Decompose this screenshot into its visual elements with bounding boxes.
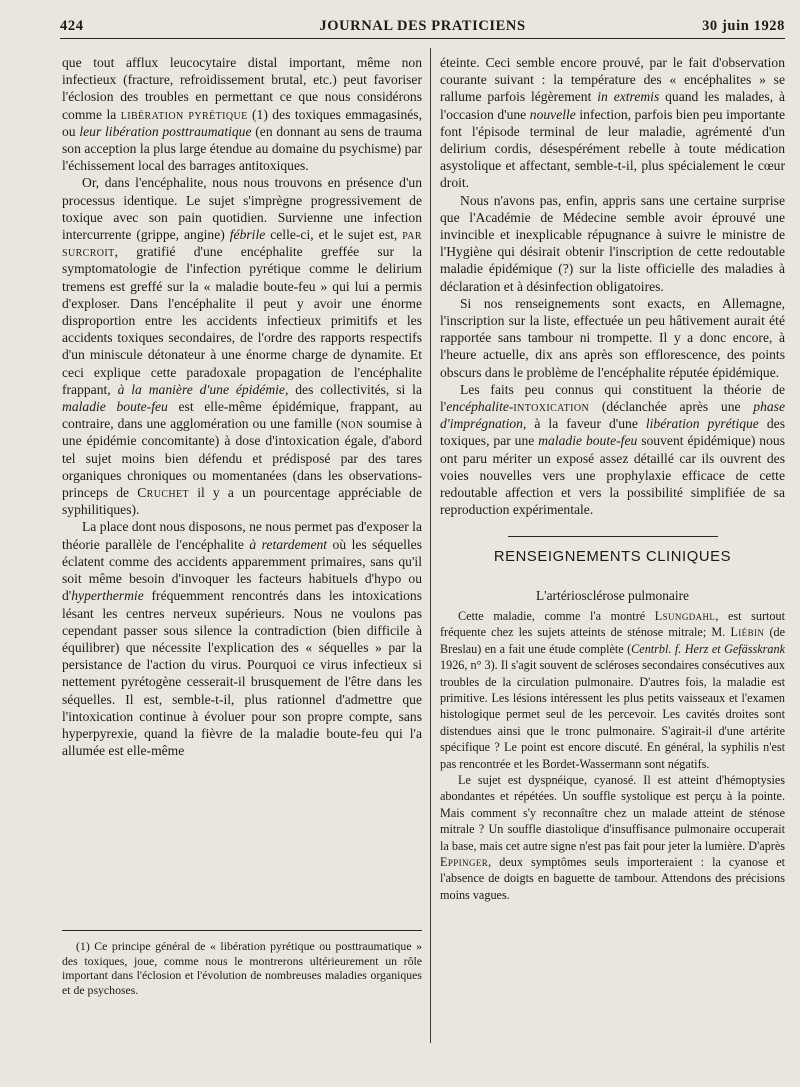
page-header xyxy=(60,18,785,39)
section-title: RENSEIGNEMENTS CLINIQUES xyxy=(493,549,732,566)
footnote xyxy=(62,930,422,997)
right-paragraph-2: Nous n'avons pas, enfin, appris sans une certaine surprise que l'Académie de Médecine semble avoir éprouvé une invincible et inexplicable répugnance à suivre le ministre de l'Hygiène qui désirait obtenir l'inscription de cette redoutable maladie épidémique (?) sur la liste officielle des maladies à déclaration et à désinfection obligatoires. xyxy=(440,192,785,294)
clinical-paragraph-1: Cette maladie, comme l'a montré Lsungdahl, est surtout fréquente chez les sujets atteints de sténose mitrale; M. Liébin (de Breslau) en a fait une étude complète (Centrbl. f. Herz et Gefässkrank 1926, n° 3). Il s'agit souvent de scléroses secondaires consécutives aux troubles de la circulation pulmonaire. D'autres fois, la maladie est primitive. Les lésions intéressent les plus petits vaisseaux et l'examen histologique permet seul de les percevoir. Les cavités droites sont distendues ainsi que le tronc pulmonaire. S'agirait-il d'une artérite spécifique ? Le point est encore discuté. En général, la syphilis n'est pas rencontrée et les Bordet-Wassermann sont négatifs. xyxy=(440,608,786,771)
footnote-text: (1) Ce principe général de « libération pyrétique ou posttraumatique » des toxiques, joue, comme nous le montrerons ultérieurement un rôle important dans l'éclosion et l'évolution de nombreuses maladies organiques et de psychoses. xyxy=(62,939,422,997)
column-divider xyxy=(430,48,431,1043)
issue-date: 30 juin 1928 xyxy=(702,18,785,34)
page-number: 424 xyxy=(60,18,84,34)
article-subtitle: L'artériosclérose pulmonaire xyxy=(536,587,689,603)
left-paragraph-1: que tout afflux leucocytaire distal important, même non infectieux (fracture, refroidissement brutal, etc.) peut favoriser l'éclosion des troubles en permettant ce que nous considérons comme la libération pyrétique (1) des toxiques emmagasinés, ou leur libération posttraumatique (en donnant au sens de trauma son acception la plus large étendue au domaine du psychisme) par l'échissement local des barrages antitoxiques. xyxy=(62,55,422,174)
right-paragraph-1: éteinte. Ceci semble encore prouvé, par le fait d'observation courante suivant : la température des « encéphalites » se rallume parfois légèrement in extremis quand les malades, à l'occasion d'une nouvelle infection, parfois bien peu importante font l'épisode terminal de leur maladie, agrémenté d'un delirium cordis, désespérément rebelle à toute médication asystolique et affectant, semble-t-il, plus spécialement le cœur droit. xyxy=(440,55,786,191)
section-rule xyxy=(508,536,718,537)
right-paragraph-4: Les faits peu connus qui constituent la théorie de l'encéphalite-intoxication (déclanchée après une phase d'imprégnation, à la faveur d'une libération pyrétique des toxiques, par une maladie boute-feu souvent épidémique) nous ont paru mériter un exposé assez détaillé car ils ouvrent des voies nouvelles vers une prophylaxie efficace de cette redoutable affection et vers la possibilité simplifiée de sa reproduction expérimentale. xyxy=(440,381,785,518)
left-paragraph-2: Or, dans l'encéphalite, nous nous trouvons en présence d'un processus identique. Le sujet s'imprègne progressivement de toxique avec son pain quotidien. Survienne une infection intercurrente (grippe, angine) fébrile celle-ci, et le sujet est, par surcroit, gratifié d'une encéphalite greffée sur la symptomatologie de l'infection pyrétique comme le delirium tremens est greffé sur la « maladie boute-feu » qui lui a permis d'exploser. Dans l'encéphalite il peut y avoir une énorme disproportion entre les accidents infectieux primitifs et les accidents toxiques secondaires, de l'ordre des rapports respectifs d'un miniscule détonateur à une énorme charge de dynamite. Et ceci explique cette paradoxale propagation de l'encéphalite frappant, à la manière d'une épidémie, des collectivités, si la maladie boute-feu est elle-même épidémique, frappant, au contraire, dans une agglomération ou une famille (non soumise à une épidémie concomitante) à dose d'intoxication égale, d'abord tel sujet moins bien défendu et prédisposé par des tares organiques chroniques ou momentanées (dans les observations-princeps de Cruchet il y a un pourcentage appréciable de syphilitiques). xyxy=(62,175,423,518)
left-column xyxy=(62,54,422,759)
right-column xyxy=(440,54,785,903)
right-paragraph-3: Si nos renseignements sont exacts, en Allemagne, l'inscription sur la liste, effectuée un peu hâtivement aurait été rapportée sans tambour ni trompette. Il y a donc encore, à l'heure actuelle, dix ans après son efflorescence, des points obscurs dans le problème de l'encéphalite réputée épidémique. xyxy=(440,295,785,380)
clinical-paragraph-2: Le sujet est dyspnéique, cyanosé. Il est atteint d'hémoptysies abondantes et répétées. Un souffle systolique est perçu à la pointe. Mais comment s'y reconnaître chez un malade atteint de sténose mitrale ? Un souffle diastolique d'insuffisance pulmonaire occuperait la base, mais cet autre signe n'est pas fait pour jeter la lumière. D'après Eppinger, deux symptômes seuls importeraient : la cyanose et l'absence de doigts en baguette de tambour. Attendons des précisions moins vagues. xyxy=(440,772,785,902)
journal-title: JOURNAL DES PRATICIENS xyxy=(319,18,526,34)
left-paragraph-3: La place dont nous disposons, ne nous permet pas d'exposer la théorie parallèle de l'encéphalite à retardement où les séquelles éclatent comme des accidents apparemment primaires, sans qu'il soit même besoin d'invoquer les facteurs habituels d'hypo ou d'hyperthermie fréquemment rencontrés dans les intoxications lésant les centres nerveux supérieurs. Nous ne voulons pas cependant passer sous silence la contradiction (bien difficile à équilibrer) que nécessite l'explication des « séquelles » par la persistance de l'action du virus. Pourquoi ce virus infectieux si nettement pyrétogène cesserait-il brusquement de l'être dans les séquelles. Il est, semble-t-il, plus rationnel d'admettre que l'intoxication continue à évoluer pour son propre compte, sans hyperpyrexie, quand la fièvre de la maladie boute-feu qui l'a allumée est elle-même xyxy=(62,519,422,759)
clinical-article xyxy=(440,608,785,903)
